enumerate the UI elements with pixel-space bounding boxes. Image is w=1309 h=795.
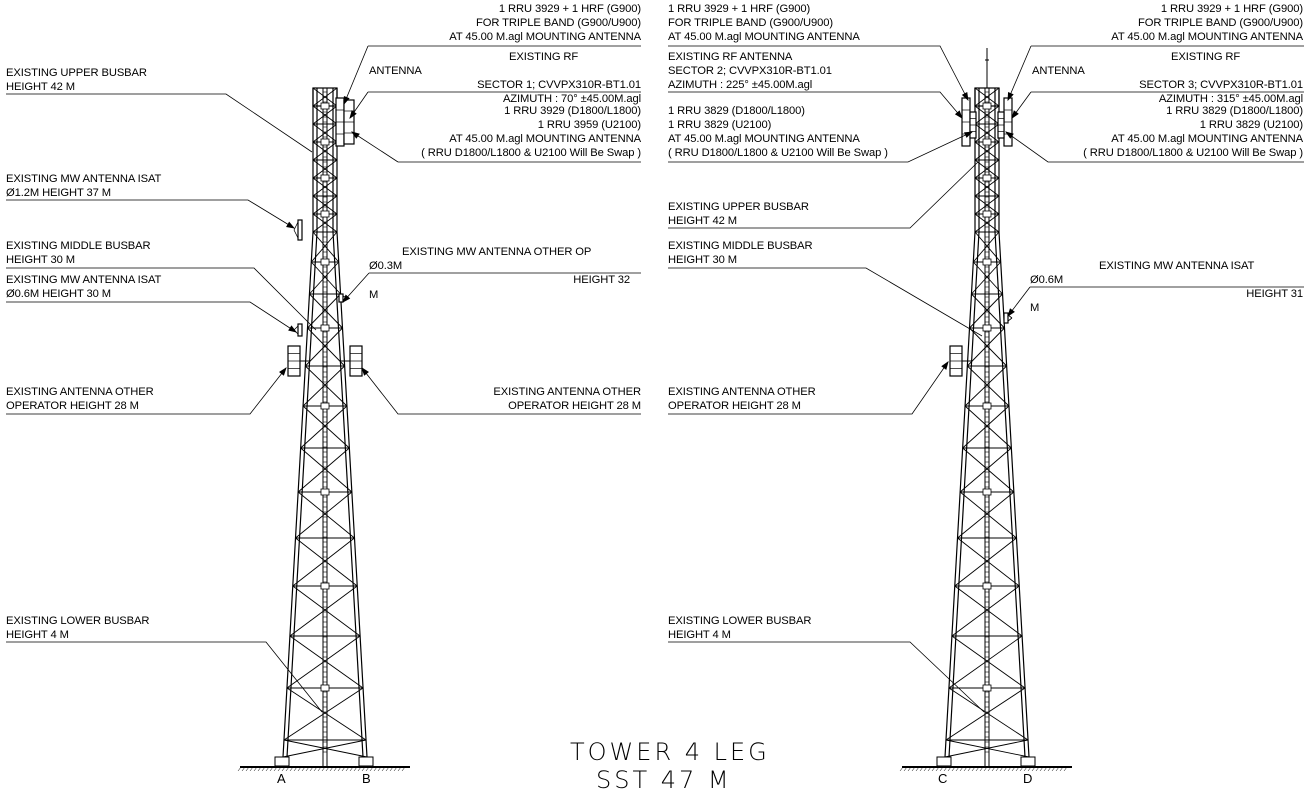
tower-diagonal [298,448,349,492]
tower-diagonal [955,586,1022,636]
leader-lower-busbar-r [668,642,984,712]
tower-node-plate [983,103,991,109]
azimuth-line-right: AZIMUTH : 315° ±45.00M.agl [1158,93,1303,105]
ant-other-left-line2: OPERATOR HEIGHT 28 M [6,400,139,412]
lower-busbar-line1: EXISTING LOWER BUSBAR [6,615,150,627]
tower-node-plate [983,325,991,331]
tower-node-plate [983,259,991,265]
rru-top-rb-line3: AT 45.00 M.agl MOUNTING ANTENNA [1111,31,1303,43]
leader-rru-mid-l-diag [352,132,398,162]
rru-mid-line4: ( RRU D1800/L1800 & U2100 Will Be Swap ) [421,147,641,159]
tower-diagonal [298,492,354,538]
upper-busbar-r-line2: HEIGHT 42 M [668,215,737,227]
tower-node-plate [983,139,991,145]
rf-existing-label-left: EXISTING RF [509,51,579,63]
leader-mw-12 [6,200,294,228]
tower-leg [283,88,313,757]
rru-mid-line2: 1 RRU 3959 (U2100) [537,119,641,131]
tower-leg [999,88,1029,757]
mw-isat-unit-right: M [1030,302,1040,314]
tower-node-plate [983,685,991,691]
mw-other-title: EXISTING MW ANTENNA OTHER OP [402,246,592,258]
mw-other-dia: Ø0.3M [369,260,403,272]
rru-top-line3: AT 45.00 M.agl MOUNTING ANTENNA [449,31,641,43]
leader-ant-other-r-tower [668,362,948,414]
lower-busbar-r-line2: HEIGHT 4 M [668,629,731,641]
tower-leg [337,88,367,757]
tower-node-plate [321,325,329,331]
leg-label-a: A [277,771,286,786]
ant-other-right-line1: EXISTING ANTENNA OTHER [493,386,641,398]
rru-top-rb-line2: FOR TRIPLE BAND (G900/U900) [1138,17,1303,29]
tower-node-plate [983,211,991,217]
leader-upper-busbar-r [668,162,978,228]
leader-lower-busbar-l [6,642,322,712]
arrow-head [1008,309,1014,316]
tower-foot [937,757,951,766]
leader-rru-mid-rb [1006,132,1304,162]
leader-upper-busbar-l [6,94,312,152]
tower-node-plate [321,685,329,691]
arrow-head [942,362,948,369]
upper-busbar-line2: HEIGHT 42 M [6,81,75,93]
upper-busbar-line1: EXISTING UPPER BUSBAR [6,67,147,79]
tower-node-plate [983,583,991,589]
leader-middle-busbar-r [668,268,982,336]
drawing-title-line1: TOWER 4 LEG [570,738,770,766]
mw-dish-12-feed [294,222,298,230]
mw-isat-06-line2: Ø0.6M HEIGHT 30 M [6,288,112,300]
tower-node-plate [321,103,329,109]
tower-node-plate [983,175,991,181]
rru-mid-ra-line3: AT 45.00 M.agl MOUNTING ANTENNA [668,133,860,145]
mw-isat-06-line1: EXISTING MW ANTENNA ISAT [6,274,162,286]
tower-diagonal [960,492,1016,538]
ground-hatch [238,767,241,771]
leg-label-c: C [938,771,948,786]
rru-mid-rb-line1: 1 RRU 3829 (D1800/L1800) [1166,105,1303,117]
tower-node-plate [321,259,329,265]
tower-foot [1021,757,1035,766]
middle-busbar-r-line2: HEIGHT 30 M [668,254,737,266]
middle-busbar-line1: EXISTING MIDDLE BUSBAR [6,240,151,252]
lower-busbar-line2: HEIGHT 4 M [6,629,69,641]
mw-other-unit: M [369,289,379,301]
tower-left [238,88,410,771]
leader-mw-06 [6,302,296,332]
rru-top-ra-line1: 1 RRU 3929 + 1 HRF (G900) [668,3,811,15]
rru-top-line1: 1 RRU 3929 + 1 HRF (G900) [498,3,641,15]
rf-ra-line3: AZIMUTH : 225° ±45.00M.agl [668,79,813,91]
rru-mid-rb-line3: AT 45.00 M.agl MOUNTING ANTENNA [1111,133,1303,145]
mw-isat-title-right: EXISTING MW ANTENNA ISAT [1099,260,1255,272]
sector-line: SECTOR 1; CVVPX310R-BT1.01 [477,79,641,91]
tower-diagonal [958,492,1014,538]
tower-diagonal [296,492,352,538]
rf-antenna-label-right: ANTENNA [1032,65,1085,77]
middle-busbar-line2: HEIGHT 30 M [6,254,75,266]
tower-diagonal [301,448,352,492]
lower-busbar-r-line1: EXISTING LOWER BUSBAR [668,615,812,627]
tower-leg [945,88,975,757]
mw-dish-03 [339,294,343,302]
ant-other-r-line2: OPERATOR HEIGHT 28 M [668,400,801,412]
rru-top-line2: FOR TRIPLE BAND (G900/U900) [476,17,641,29]
arrow-head [280,368,286,375]
leader-rru-top-l-diag [344,46,368,104]
arrow-head [362,368,368,375]
mw-other-height: HEIGHT 32 [573,274,630,286]
tower-node-plate [321,175,329,181]
rru-mid-rb-line2: 1 RRU 3829 (U2100) [1199,119,1303,131]
arrow-head [287,222,294,228]
rru-top-rb-line1: 1 RRU 3929 + 1 HRF (G900) [1160,3,1303,15]
tower-diagonal [952,586,1019,636]
rf-antenna-label-left: ANTENNA [369,65,422,77]
rf-ra-line1: EXISTING RF ANTENNA [668,51,793,63]
ant-other-left-line1: EXISTING ANTENNA OTHER [6,386,154,398]
rru-top-ra-line3: AT 45.00 M.agl MOUNTING ANTENNA [668,31,860,43]
leader-ant-other-r [362,368,641,414]
middle-busbar-r-line1: EXISTING MIDDLE BUSBAR [668,240,813,252]
mw-dish-12 [298,220,302,240]
tower-diagonal [963,448,1014,492]
azimuth-line: AZIMUTH : 70° ±45.00M.agl [502,93,641,105]
mw-isat-12-line2: Ø1.2M HEIGHT 37 M [6,187,112,199]
arrow-head [1012,111,1018,118]
leader-middle-busbar-l [6,268,316,330]
leader-sector2 [668,92,962,118]
mw-dish-06-feed [294,326,298,330]
rru-mid-ra-line4: ( RRU D1800/L1800 & U2100 Will Be Swap ) [668,147,888,159]
tower-foot [359,757,373,766]
mw-dish-06 [298,324,302,336]
tower-node-plate [983,403,991,409]
rf-ra-line2: SECTOR 2; CVVPX310R-BT1.01 [668,65,832,77]
mw-dish-isat-right [1004,313,1008,323]
tower-node-plate [321,139,329,145]
tower-foot [275,757,289,766]
leader-rru-mid-ra [668,132,972,162]
tower-node-plate [321,403,329,409]
rru-mid-line3: AT 45.00 M.agl MOUNTING ANTENNA [449,133,641,145]
leader-ant-other-l [6,368,286,414]
ground-hatch [900,767,903,771]
mw-isat-dia-right: Ø0.6M [1030,274,1064,286]
rru-mid-rb-line4: ( RRU D1800/L1800 & U2100 Will Be Swap ) [1083,147,1303,159]
leader-rru-top-rb-diag [1008,46,1031,100]
leg-label-b: B [362,771,371,786]
mw-dish-12-feed [294,230,298,238]
rru-mid-ra-line2: 1 RRU 3829 (U2100) [668,119,772,131]
tower-diagonal [293,586,360,636]
ant-other-r-line1: EXISTING ANTENNA OTHER [668,386,816,398]
rf-existing-label-right: EXISTING RF [1171,51,1241,63]
tower-node-plate [321,583,329,589]
rru-mid-ra-line1: 1 RRU 3829 (D1800/L1800) [668,105,805,117]
drawing-title-line2: SST 47 M [596,766,732,794]
leader-lines [6,46,1304,712]
tower-node-plate [321,211,329,217]
tower-node-plate [321,489,329,495]
rru-top-ra-line2: FOR TRIPLE BAND (G900/U900) [668,17,833,29]
tower-right [900,48,1072,771]
tower-diagonal [290,586,357,636]
leg-label-d: D [1023,771,1033,786]
upper-busbar-r-line1: EXISTING UPPER BUSBAR [668,201,809,213]
ant-other-right-line2: OPERATOR HEIGHT 28 M [508,400,641,412]
rru-mid-line1: 1 RRU 3929 (D1800/L1800) [504,105,641,117]
mw-isat-height-right: HEIGHT 31 [1246,288,1303,300]
sector-line-right: SECTOR 3; CVVPX310R-BT1.01 [1139,79,1303,91]
tower-node-plate [983,489,991,495]
mw-isat-12-line1: EXISTING MW ANTENNA ISAT [6,173,162,185]
tower-diagonal [960,448,1011,492]
